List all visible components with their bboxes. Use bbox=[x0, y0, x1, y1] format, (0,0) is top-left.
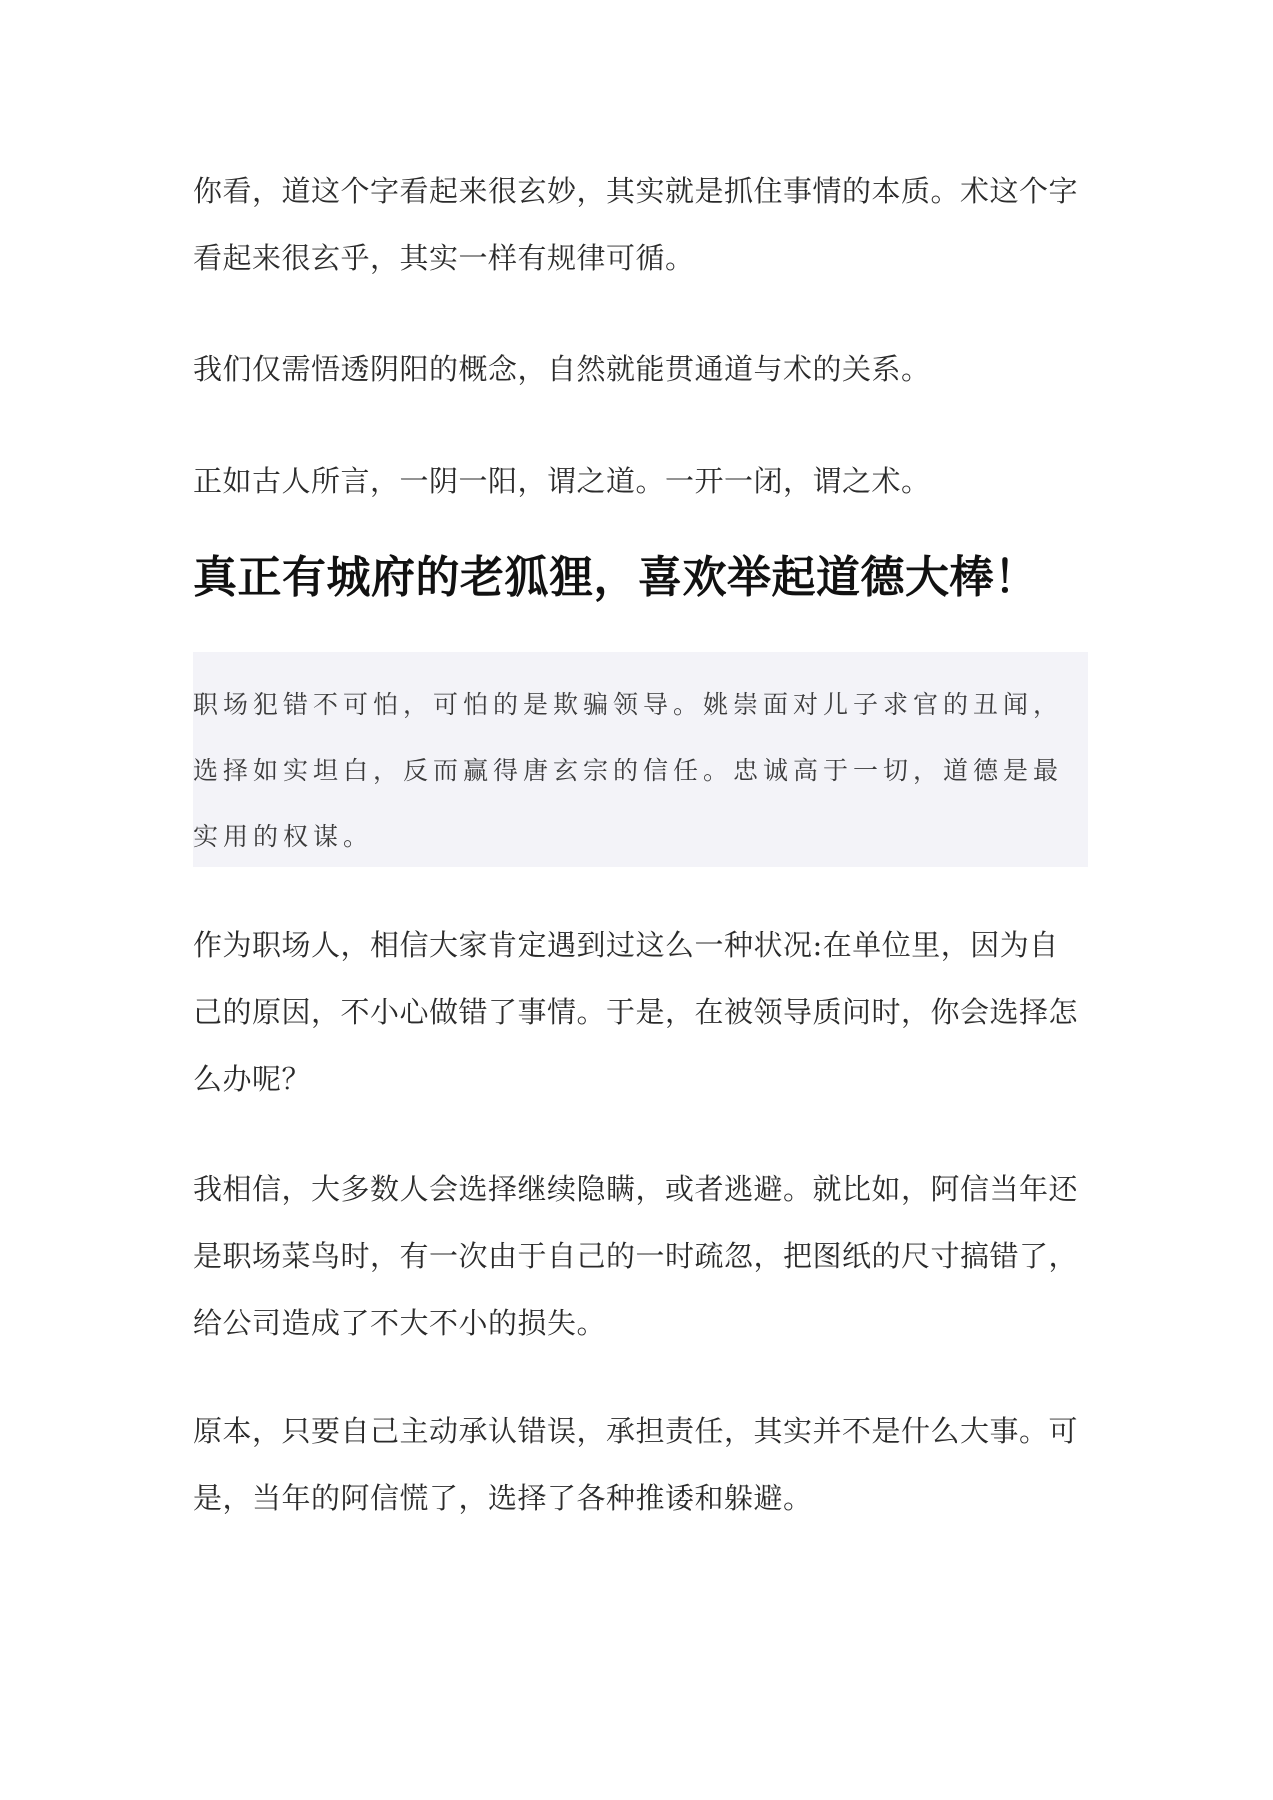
paragraph-axin-story: 我相信，大多数人会选择继续隐瞒，或者逃避。就比如，阿信当年还是职场菜鸟时，有一次由于自己的一时疏忽，把图纸的尺寸搞错了，给公司造成了不大不小的损失。 bbox=[193, 1172, 1079, 1340]
paragraph-ancient-saying: 正如古人所言，一阴一阳，谓之道。一开一闭，谓之术。 bbox=[193, 464, 931, 498]
section-heading: 真正有城府的老狐狸，喜欢举起道德大棒！ bbox=[193, 552, 1039, 603]
paragraph-workplace-mistake: 作为职场人，相信大家肯定遇到过这么一种状况:在单位里，因为自己的原因，不小心做错了事情。于是，在被领导质问时，你会选择怎么办呢？ bbox=[193, 928, 1079, 1096]
paragraph-dao-shu: 你看，道这个字看起来很玄妙，其实就是抓住事情的本质。术这个字看起来很玄乎，其实一样有规律可循。 bbox=[193, 174, 1079, 275]
paragraph-yin-yang: 我们仅需悟透阴阳的概念，自然就能贯通道与术的关系。 bbox=[193, 352, 931, 386]
quote-block bbox=[193, 652, 1088, 867]
paragraph-admit-error: 原本，只要自己主动承认错误，承担责任，其实并不是什么大事。可是，当年的阿信慌了，选择了各种推诿和躲避。 bbox=[193, 1414, 1079, 1515]
quote-text: 职场犯错不可怕，可怕的是欺骗领导。姚崇面对儿子求官的丑闻，选择如实坦白，反而赢得唐玄宗的信任。忠诚高于一切，道德是最实用的权谋。 bbox=[193, 690, 1064, 851]
